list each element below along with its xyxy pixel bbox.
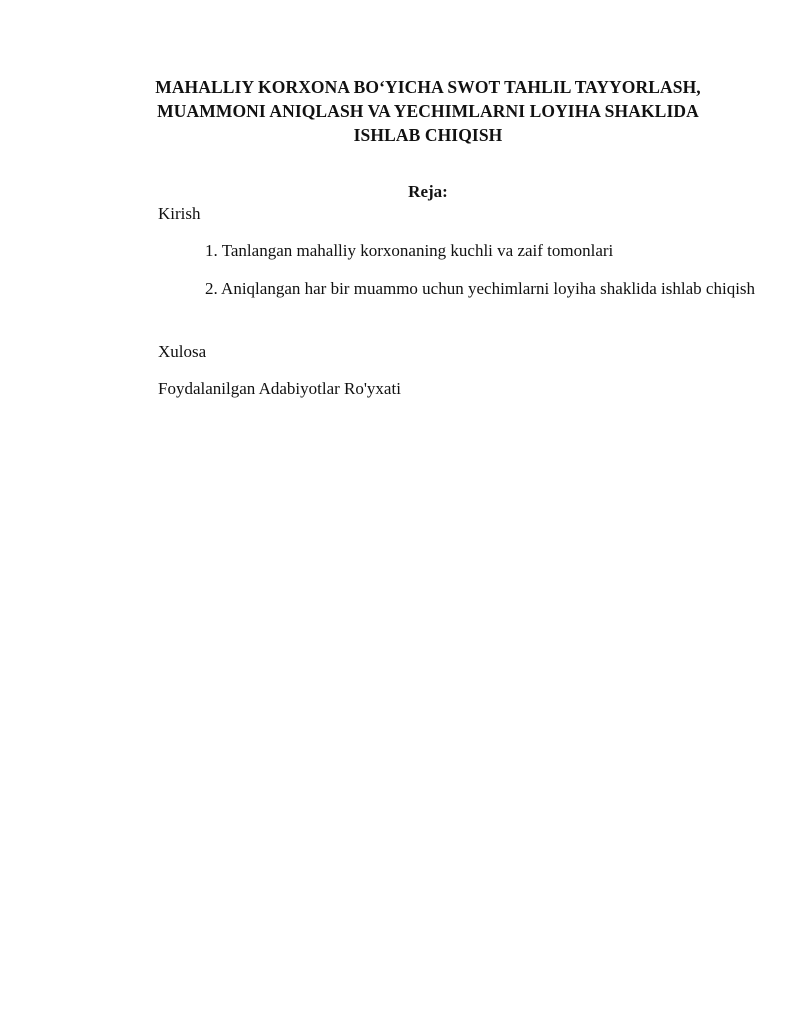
plan-references: Foydalanilgan Adabiyotlar Ro'yxati: [158, 379, 401, 398]
document-title-line-1: MAHALLIY KORXONA BO‘YICHA SWOT TAHLIL TAYYORLASH,: [155, 77, 701, 97]
document-title-line-3: ISHLAB CHIQISH: [353, 125, 503, 145]
plan-conclusion: Xulosa: [158, 342, 207, 361]
plan-intro: Kirish: [158, 204, 201, 223]
plan-item-1: 1. Tanlangan mahalliy korxonaning kuchli va zaif tomonlari: [205, 241, 614, 260]
document-title: [120, 75, 736, 147]
plan-heading: Reja:: [408, 182, 448, 201]
document-title-line-2: MUAMMONI ANIQLASH VA YECHIMLARNI LOYIHA SHAKLIDA: [157, 101, 699, 121]
plan-item-2: 2. Aniqlangan har bir muammo uchun yechimlarni loyiha shaklida ishlab chiqish: [205, 279, 756, 298]
